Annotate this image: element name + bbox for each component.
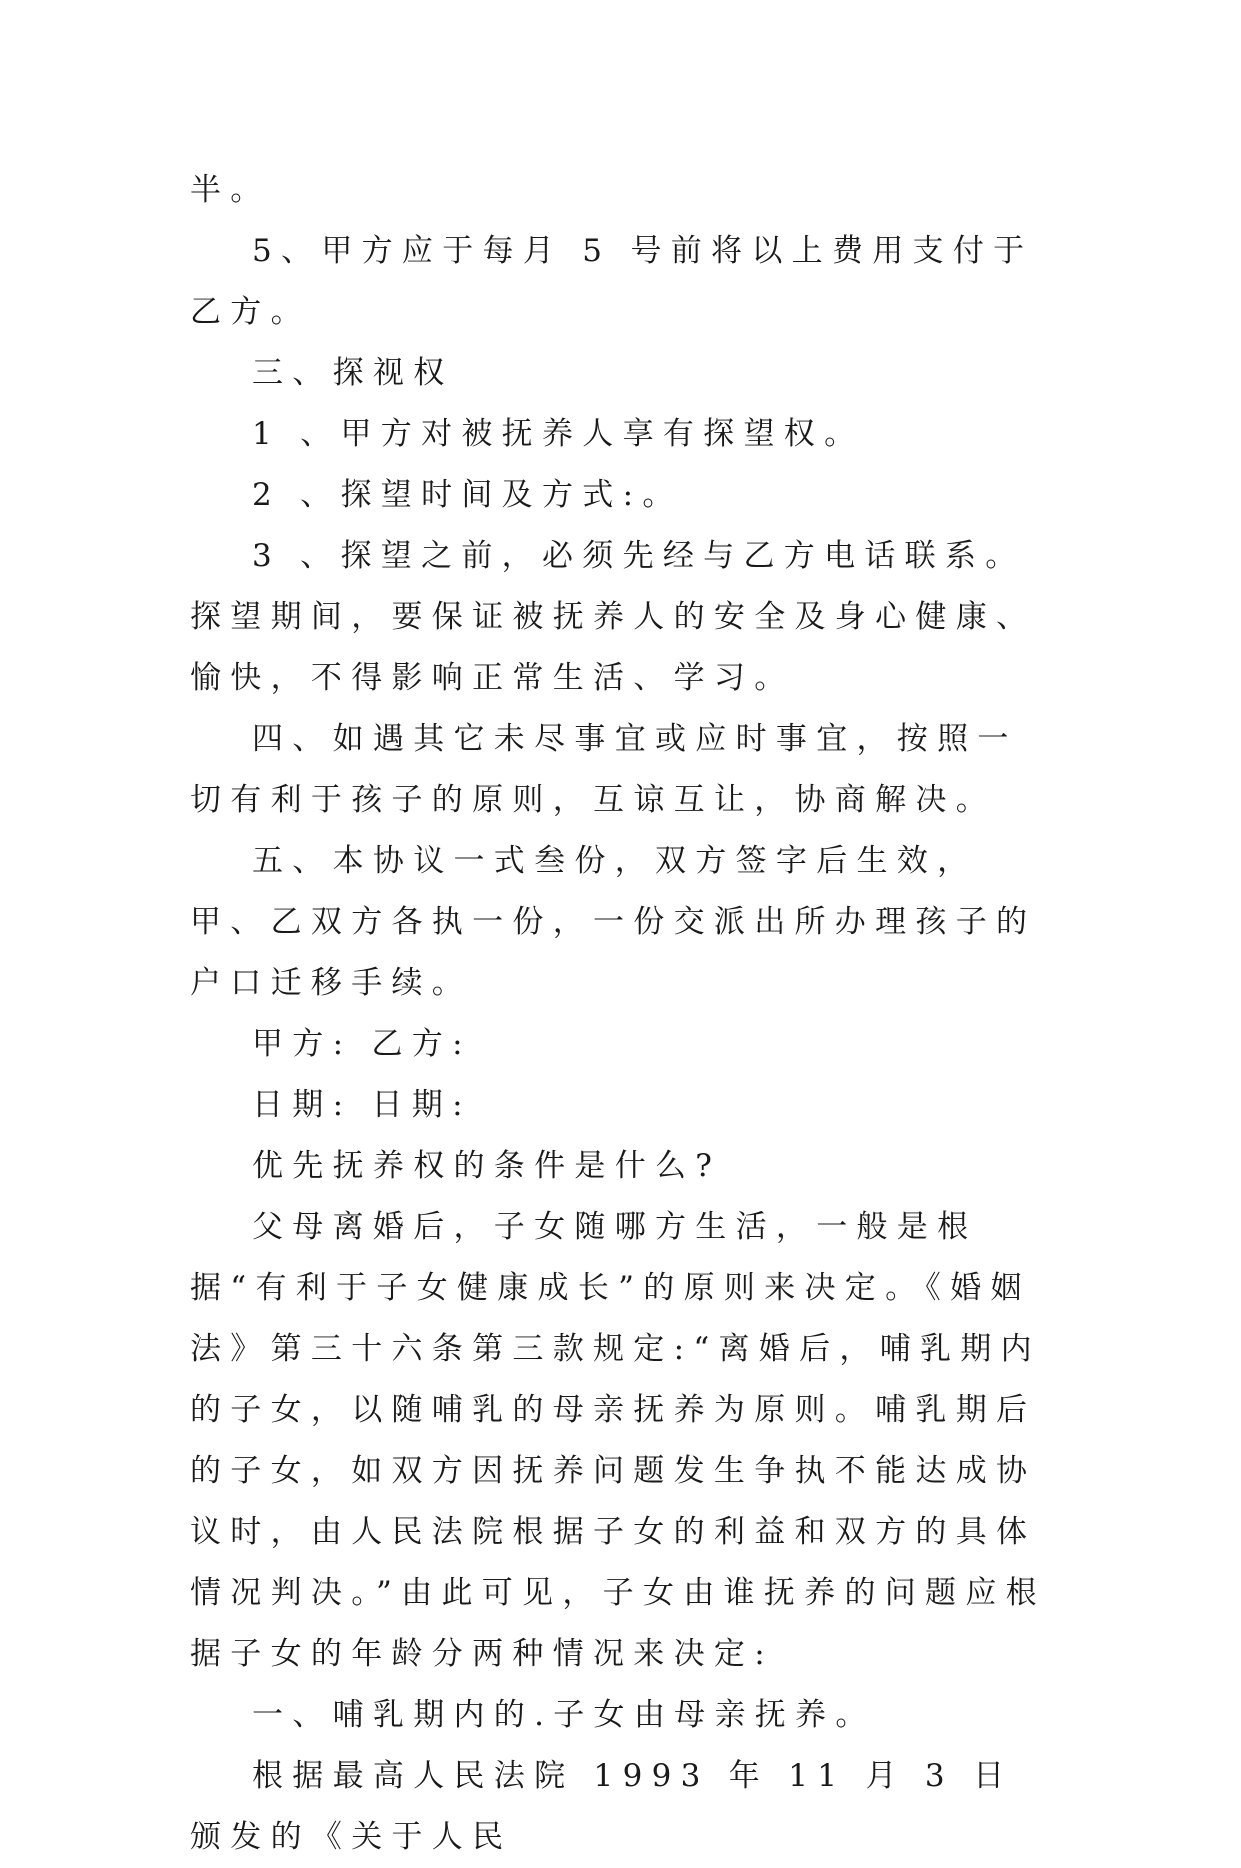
paragraph: 半。 bbox=[190, 172, 271, 208]
paragraph: 一、哺乳期内的.子女由母亲抚养。 bbox=[252, 1697, 876, 1733]
paragraph: 五、本协议一式叁份，双方签字后生效，甲、乙双方各执一份，一份交派出所办理孩子的户口迁移手续。 bbox=[190, 843, 1037, 1001]
paragraph: 5、甲方应于每月 5 号前将以上费用支付于乙方。 bbox=[190, 233, 1034, 330]
paragraph: 1 、甲方对被抚养人享有探望权。 bbox=[252, 416, 865, 452]
date-line: 日期: 日期: bbox=[252, 1087, 472, 1123]
section-heading: 优先抚养权的条件是什么? bbox=[252, 1148, 722, 1184]
paragraph: 3 、探望之前，必须先经与乙方电话联系。探望期间，要保证被抚养人的安全及身心健康、愉快，不得影响正常生活、学习。 bbox=[190, 538, 1037, 696]
paragraph: 根据最高人民法院 1993 年 11 月 3 日颁发的《关于人民 bbox=[190, 1758, 1014, 1855]
paragraph: 四、如遇其它未尽事宜或应时事宜，按照一切有利于孩子的原则，互谅互让，协商解决。 bbox=[190, 721, 1018, 818]
paragraph: 父母离婚后，子女随哪方生活，一般是根据“有利于子女健康成长”的原则来决定。《婚姻法》第三十六条第三款规定:“离婚后，哺乳期内的子女，以随哺乳的母亲抚养为原则。哺乳期后的子女，如双方因抚养问题发生争执不能达成协议时，由人民法院根据子女的利益和双方的具体情况判决。”由此可见，子女由谁抚养的问题应根据子女的年龄分两种情况来决定: bbox=[190, 1209, 1046, 1672]
section-heading: 三、探视权 bbox=[252, 355, 454, 391]
signature-line: 甲方: 乙方: bbox=[252, 1026, 472, 1062]
document-body bbox=[190, 160, 1050, 1868]
paragraph: 2 、探望时间及方式:。 bbox=[252, 477, 683, 513]
